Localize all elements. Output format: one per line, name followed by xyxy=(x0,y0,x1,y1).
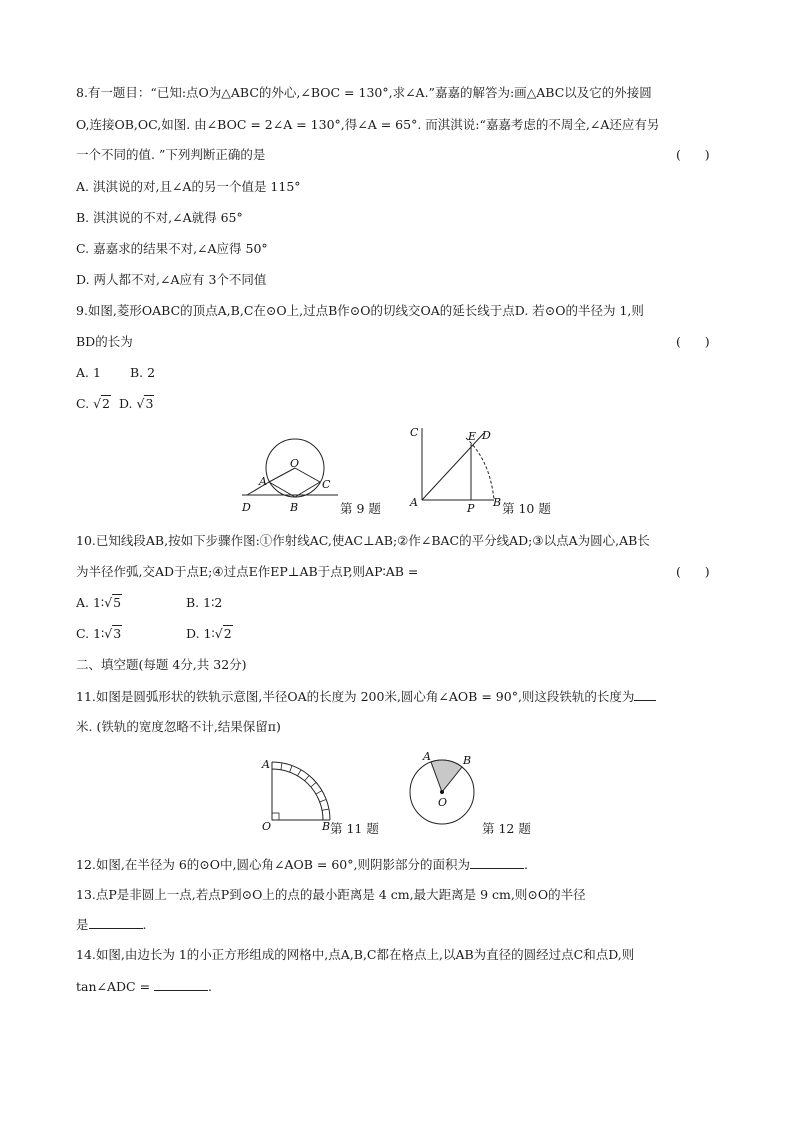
q10-option-a-radicand: 5 xyxy=(113,595,122,610)
q10-option-c-prefix: C. 1∶ xyxy=(76,626,105,641)
q9-option-b: B. 2 xyxy=(130,365,156,380)
fig10-label-e: E xyxy=(468,430,477,443)
q9-option-d-radicand: 3 xyxy=(145,396,154,411)
answer-blank xyxy=(89,916,143,929)
sqrt-symbol: √2 xyxy=(93,396,110,411)
q10-answer-paren: ( ) xyxy=(676,564,710,579)
figure-12-caption: 第 12 题 xyxy=(482,821,531,836)
fig12-shaded-sector xyxy=(431,760,462,792)
fig12-label-o: O xyxy=(438,796,448,809)
q10-option-c xyxy=(76,625,122,643)
q14-end: . xyxy=(208,979,213,994)
q9-line-1: 9.如图,菱形OABC的顶点A,B,C在⊙O上,过点B作⊙O的切线交OA的延长线于点D. 若⊙O的半径为 1,则 xyxy=(76,303,644,318)
fig9-segment-oc xyxy=(295,468,320,482)
fig9-label-c: C xyxy=(322,478,331,491)
q14-line-2 xyxy=(76,978,212,996)
q14-line-1: 14.如图,由边长为 1的小正方形组成的网格中,点A,B,C都在格点上,以AB为直径的圆经过点C和点D,则 xyxy=(76,947,635,962)
section-2-heading: 二、填空题(每题 4分,共 32分) xyxy=(76,657,247,672)
fig9-segment-oa xyxy=(269,468,295,482)
figure-9-caption: 第 9 题 xyxy=(340,501,381,516)
fig10-bisector-ad xyxy=(422,433,484,500)
fig9-label-o: O xyxy=(290,457,300,470)
fig11-label-o: O xyxy=(262,820,272,833)
fig9-label-b: B xyxy=(290,501,299,514)
q12-end: . xyxy=(523,857,528,872)
q9-option-c xyxy=(76,395,154,413)
answer-blank xyxy=(470,856,524,869)
sqrt-symbol: √2 xyxy=(214,626,232,641)
q8-option-a: A. 淇淇说的对,且∠A的另一个值是 115° xyxy=(76,179,301,194)
q10-option-a xyxy=(76,594,122,612)
fig10-label-b: B xyxy=(493,496,502,509)
fig12-center-dot xyxy=(440,790,444,794)
q8-option-b: B. 淇淇说的不对,∠A就得 65° xyxy=(76,210,243,225)
q11-line-1 xyxy=(76,688,656,706)
fig12-label-a: A xyxy=(423,750,431,763)
q9-line-2: BD的长为 xyxy=(76,334,133,349)
q9-option-c-radicand: 2 xyxy=(102,396,110,411)
q13-line-2 xyxy=(76,916,147,934)
q9-option-c-prefix: C. xyxy=(76,396,90,411)
q9-option-a: A. 1 xyxy=(76,365,101,380)
q8-line-3: 一个不同的值. ”下列判断正确的是 xyxy=(76,147,266,162)
fig12-label-b: B xyxy=(463,754,472,767)
q8-option-d: D. 两人都不对,∠A应有 3个不同值 xyxy=(76,272,267,287)
q9-answer-paren: ( ) xyxy=(676,334,710,349)
q8-option-c: C. 嘉嘉求的结果不对,∠A应得 50° xyxy=(76,241,268,256)
q11-line-2: 米. (铁轨的宽度忽略不计,结果保留π) xyxy=(76,719,281,734)
figure-10-diagram xyxy=(404,424,504,516)
fig10-label-c: C xyxy=(410,426,419,439)
q9-option-d-prefix: D. xyxy=(118,396,133,411)
q10-option-d-prefix: D. 1∶ xyxy=(186,626,215,641)
answer-blank xyxy=(154,978,208,991)
fig11-label-b: B xyxy=(322,820,331,833)
q10-option-d-radicand: 2 xyxy=(223,626,232,641)
q13-text: 是 xyxy=(76,917,89,932)
answer-blank xyxy=(634,688,656,701)
figure-9-diagram xyxy=(238,432,338,516)
figure-12-diagram xyxy=(404,748,484,834)
fig10-label-p: P xyxy=(467,502,475,515)
q13-line-1: 13.点P是非圆上一点,若点P到⊙O上的点的最小距离是 4 cm,最大距离是 9 cm,则⊙O的半径 xyxy=(76,887,586,902)
q8-answer-paren: ( ) xyxy=(676,147,710,162)
figure-11-caption: 第 11 题 xyxy=(330,821,379,836)
q8-line-1: 8.有一题目：“已知:点O为△ABC的外心,∠BOC = 130°,求∠A.”嘉嘉的解答为:画△ABC以及它的外接圆 xyxy=(76,85,652,100)
sqrt-symbol: √5 xyxy=(104,595,122,610)
q12-line xyxy=(76,856,528,874)
q10-option-a-prefix: A. 1∶ xyxy=(76,595,105,610)
q10-line-1: 10.已知线段AB,按如下步骤作图:①作射线AC,使AC⊥AB;②作∠BAC的平分线AD;③以点A为圆心,AB长 xyxy=(76,533,650,548)
q10-option-b: B. 1∶2 xyxy=(186,595,223,610)
fig10-label-a: A xyxy=(410,496,418,509)
fig11-track-ties xyxy=(281,763,328,811)
fig9-label-a: A xyxy=(259,475,267,488)
fig11-label-a: A xyxy=(262,758,270,771)
figure-10-caption: 第 10 题 xyxy=(502,501,551,516)
q11-text: 11.如图是圆弧形状的铁轨示意图,半径OA的长度为 200米,圆心角∠AOB = 90°,则这段铁轨的长度为 xyxy=(76,689,635,704)
fig11-inner-arc xyxy=(272,769,323,820)
q10-line-2: 为半径作弧,交AD于点E;④过点E作EP⊥AB于点P,则AP∶AB = xyxy=(76,564,419,579)
q12-text: 12.如图,在半径为 6的⊙O中,圆心角∠AOB = 60°,则阴影部分的面积为 xyxy=(76,857,470,872)
fig10-label-d: D xyxy=(482,429,491,442)
q13-end: . xyxy=(142,917,147,932)
q10-option-d xyxy=(186,625,233,643)
q8-line-2: O,连接OB,OC,如图. 由∠BOC = 2∠A = 130°,得∠A = 65°. 而淇淇说:“嘉嘉考虑的不周全,∠A还应有另 xyxy=(76,117,660,132)
fig11-right-angle-mark xyxy=(272,813,279,820)
fig9-label-d: D xyxy=(242,501,251,514)
sqrt-symbol: √3 xyxy=(104,626,122,641)
figure-11-diagram xyxy=(258,752,336,834)
sqrt-symbol: √3 xyxy=(136,396,154,411)
q14-text: tan∠ADC = xyxy=(76,979,151,994)
q10-option-c-radicand: 3 xyxy=(113,626,122,641)
